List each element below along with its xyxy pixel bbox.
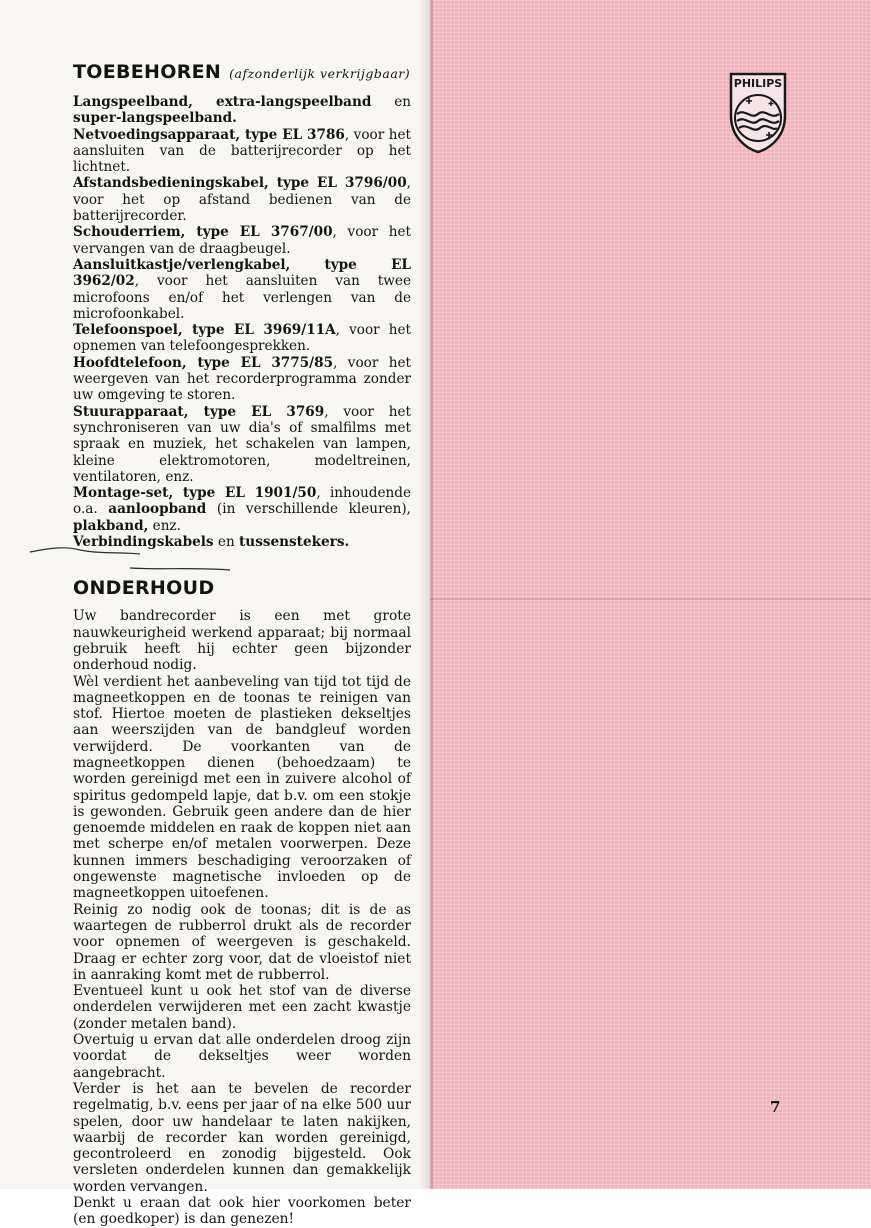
item-text: , inhoudende o.a.: [73, 485, 412, 518]
item-text: , voor het vervangen van de draagbeugel.: [73, 224, 411, 257]
pink-cover-panel: [430, 0, 871, 1189]
accessories-heading: [73, 60, 411, 86]
maintenance-paragraph: Verder is het aan te bevelen de recorder regelmatig, b.v. eens per jaar of na elke 500 uur spelen, door uw handelaar te laten nakijken, waarbij de recorder kan worden gereinigd, gecontroleerd en zonodig bijgesteld. Ook versleten onderdelen kunnen dan gemakkelijk worden vervangen.: [73, 1080, 411, 1195]
item-name: super-langspeelband.: [73, 110, 237, 127]
maintenance-paragraph: Wèl verdient het aanbeveling van tijd tot tijd de magneetkoppen en de toonas te reinigen van stof. Hiertoe moeten de plastieken dekseltjes aan weerszijden van de bandgleuf worden verwijderd. De voorkanten van de magneetkoppen dienen (behoedzaam) te worden gereinigd met een in zuivere alcohol of spiritus gedompeld lapje, dat b.v. om een stokje is gewonden. Gebruik geen andere dan de hier genoemde middelen en raak de koppen niet aan met scherpe en/of metalen voorwerpen. Deze kunnen immers beschadiging veroorzaken of ongewenste magnetische invloeden op de magneetkoppen uitoefenen.: [73, 673, 411, 902]
item-text: , voor het op afstand bedienen van de batterijrecorder.: [73, 175, 411, 225]
item-text: (in verschillende kleuren),: [206, 501, 411, 518]
accessory-item: [73, 322, 411, 355]
accessory-item: [73, 94, 411, 127]
item-name: Langspeelband, extra-langspeelband: [73, 94, 372, 110]
item-name: Verbindingskabels: [73, 534, 214, 551]
page-fold-shadow: [419, 0, 433, 1189]
maintenance-paragraph: Uw bandrecorder is een met grote nauwkeurigheid werkend apparaat; bij normaal gebruik heeft hij echter geen bijzonder onderhoud nodig.: [73, 608, 411, 674]
item-name: Hoofdtelefoon, type EL 3775/85: [73, 354, 334, 371]
item-name: Stuurapparaat, type EL 3769: [73, 403, 325, 420]
accessory-item: [73, 224, 411, 257]
page-number: 7: [770, 1098, 781, 1116]
item-text: , voor het opnemen van telefoongesprekken.: [73, 322, 411, 355]
item-name: Montage-set, type EL 1901/50: [73, 485, 317, 502]
item-text: , voor het aansluiten van twee microfoons en/of het verlengen van de microfoonkabel.: [73, 273, 411, 322]
item-text: en: [213, 534, 240, 551]
accessory-item: [73, 127, 411, 176]
item-text: en: [371, 94, 411, 110]
accessories-title: TOEBEHOREN: [73, 61, 222, 83]
accessory-item: [73, 534, 411, 550]
maintenance-paragraph: Reinig zo nodig ook de toonas; dit is de as waartegen de rubberrol drukt als de recorder voor opnemen of weergeven is geschakeld. Draag er echter zorg voor, dat de vloeistof niet in aanraking komt met de rubberrol.: [73, 901, 411, 983]
maintenance-paragraph: Overtuig u ervan dat alle onderdelen droog zijn voordat de dekseltjes weer worden aangebracht.: [73, 1032, 411, 1081]
item-name: tussenstekers.: [239, 534, 350, 551]
item-text: , voor het synchroniseren van uw dia's of smalfilms met spraak en muziek, het schakelen van lampen, kleine elektromotoren, modeltreinen, ventilatoren, enz.: [73, 403, 411, 485]
item-text: , voor het weergeven van het recorderprogramma zonder uw omgeving te storen.: [73, 354, 411, 404]
maintenance-paragraph: Denkt u eraan dat ook hier voorkomen beter (en goedkoper) is dan genezen!: [73, 1195, 411, 1228]
item-name: Netvoedingsapparaat, type EL 3786: [73, 126, 345, 143]
accessory-item: [73, 485, 411, 534]
accessory-item: [73, 355, 411, 404]
item-name: Schouderriem, type EL 3767/00: [73, 224, 333, 241]
item-name: Telefoonspoel, type EL 3969/11A: [73, 322, 336, 339]
accessory-item: [73, 175, 411, 224]
item-name: Aansluitkastje/verlengkabel, type EL 3962/02: [73, 256, 411, 290]
item-name: plakband,: [73, 517, 149, 534]
accessory-item: [73, 257, 411, 322]
item-name: Afstandsbedieningskabel, type EL 3796/00: [73, 175, 407, 192]
accessory-item: [73, 404, 411, 485]
item-text: , voor het aansluiten van de batterijrecorder op het lichtnet.: [73, 126, 411, 176]
maintenance-heading: ONDERHOUD: [73, 577, 215, 600]
logo-wordmark: PHILIPS: [733, 77, 783, 90]
paper-crease: [430, 598, 871, 600]
item-name: aanloopband: [108, 501, 207, 518]
maintenance-paragraph: Eventueel kunt u ook het stof van de diverse onderdelen verwijderen met een zacht kwastje (zonder metalen band).: [73, 983, 411, 1032]
philips-shield-logo: [727, 70, 789, 154]
text-column: [73, 60, 411, 1228]
accessories-subtitle: (afzonderlijk verkrijgbaar): [229, 66, 411, 81]
item-text: enz.: [148, 517, 181, 534]
